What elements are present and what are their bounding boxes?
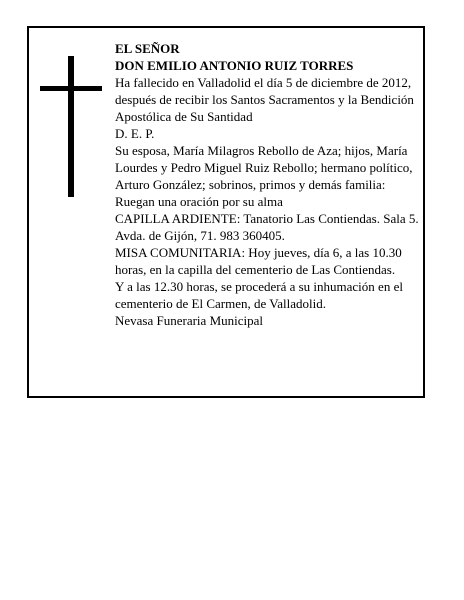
rest-in-peace: D. E. P. — [115, 126, 155, 141]
death-announcement: Ha fallecido en Valladolid el día 5 de diciembre de 2012, después de recibir los Santos Sacramentos y la Bendición Apostólica de Su Santidad — [115, 75, 414, 124]
notice-text — [115, 40, 421, 329]
chapel-info: CAPILLA ARDIENTE: Tanatorio Las Contiendas. Sala 5. Avda. de Gijón, 71. 983 360405. — [115, 211, 419, 243]
mass-info: MISA COMUNITARIA: Hoy jueves, día 6, a las 10.30 horas, en la capilla del cementerio de Las Contiendas. — [115, 245, 402, 277]
prayer-request: Ruegan una oración por su alma — [115, 194, 283, 209]
heading-title: EL SEÑOR — [115, 41, 180, 56]
cross-vertical-bar — [68, 56, 74, 197]
obituary-notice — [27, 26, 425, 398]
family-list: Su esposa, María Milagros Rebollo de Aza; hijos, María Lourdes y Pedro Miguel Ruiz Rebollo; hermano político, Arturo González; sobrinos, primos y demás familia: — [115, 143, 413, 192]
burial-info: Y a las 12.30 horas, se procederá a su inhumación en el cementerio de El Carmen, de Valladolid. — [115, 279, 403, 311]
deceased-name: DON EMILIO ANTONIO RUIZ TORRES — [115, 58, 354, 73]
funeral-home: Nevasa Funeraria Municipal — [115, 313, 264, 328]
cross-horizontal-bar — [40, 86, 102, 91]
